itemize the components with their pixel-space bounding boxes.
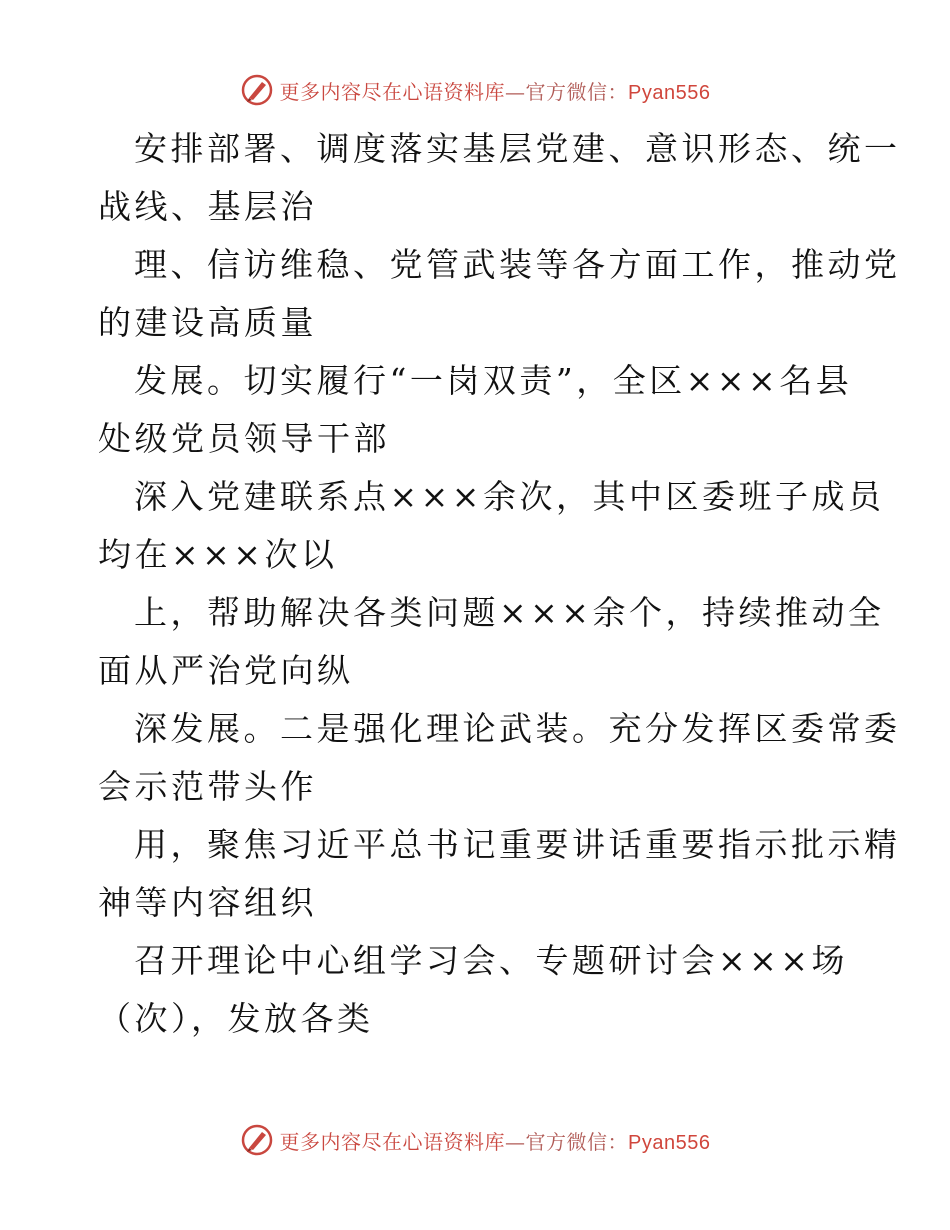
body-line-continuation: 处级党员领导干部: [98, 419, 390, 458]
body-paragraph: [98, 352, 858, 468]
body-line: 用，聚焦习近平总书记重要讲话重要指示批示精: [134, 825, 901, 864]
footer-watermark-title: 更多内容尽在心语资料库: [279, 1129, 506, 1154]
body-line: 深发展。二是强化理论武装。充分发挥区委常委: [134, 709, 901, 748]
document-body: [98, 120, 901, 1048]
footer-watermark-text: [280, 1126, 711, 1155]
quill-pen-logo-icon: [240, 73, 274, 107]
body-line-continuation: 会示范带头作: [98, 767, 317, 806]
body-paragraph: [98, 932, 858, 1048]
body-line: 深入党建联系点×××余次，其中区委班子成员: [134, 477, 885, 516]
body-line: 上，帮助解决各类问题×××余个，持续推动全: [134, 593, 885, 632]
body-line-continuation: 战线、基层治: [98, 187, 317, 226]
body-line: 召开理论中心组学习会、专题研讨会×××场: [134, 941, 848, 980]
body-line-continuation: 的建设高质量: [98, 303, 317, 342]
body-paragraph: [98, 236, 901, 352]
header-watermark-text: [280, 76, 711, 105]
quill-pen-logo-icon: [240, 1123, 274, 1157]
footer-watermark-label: —官方微信：: [505, 1129, 629, 1154]
body-paragraph: [98, 120, 901, 236]
body-line: 安排部署、调度落实基层党建、意识形态、统一: [134, 129, 901, 168]
footer-watermark-id: Pyan556: [628, 1131, 711, 1154]
body-paragraph: [98, 700, 901, 816]
header-watermark-id: Pyan556: [628, 81, 711, 104]
body-paragraph: [98, 468, 885, 584]
header-watermark: [0, 70, 950, 110]
body-line: 理、信访维稳、党管武装等各方面工作，推动党: [134, 245, 901, 284]
header-watermark-title: 更多内容尽在心语资料库: [279, 79, 506, 104]
body-line-continuation: （次），发放各类: [98, 999, 374, 1038]
body-line: 发展。切实履行“一岗双责”，全区×××名县: [134, 361, 853, 400]
body-line-continuation: 均在×××次以: [98, 535, 338, 574]
body-paragraph: [98, 584, 885, 700]
footer-watermark: [0, 1120, 950, 1160]
body-line-continuation: 面从严治党向纵: [98, 651, 354, 690]
header-watermark-label: —官方微信：: [505, 79, 629, 104]
body-line-continuation: 神等内容组织: [98, 883, 317, 922]
body-paragraph: [98, 816, 901, 932]
